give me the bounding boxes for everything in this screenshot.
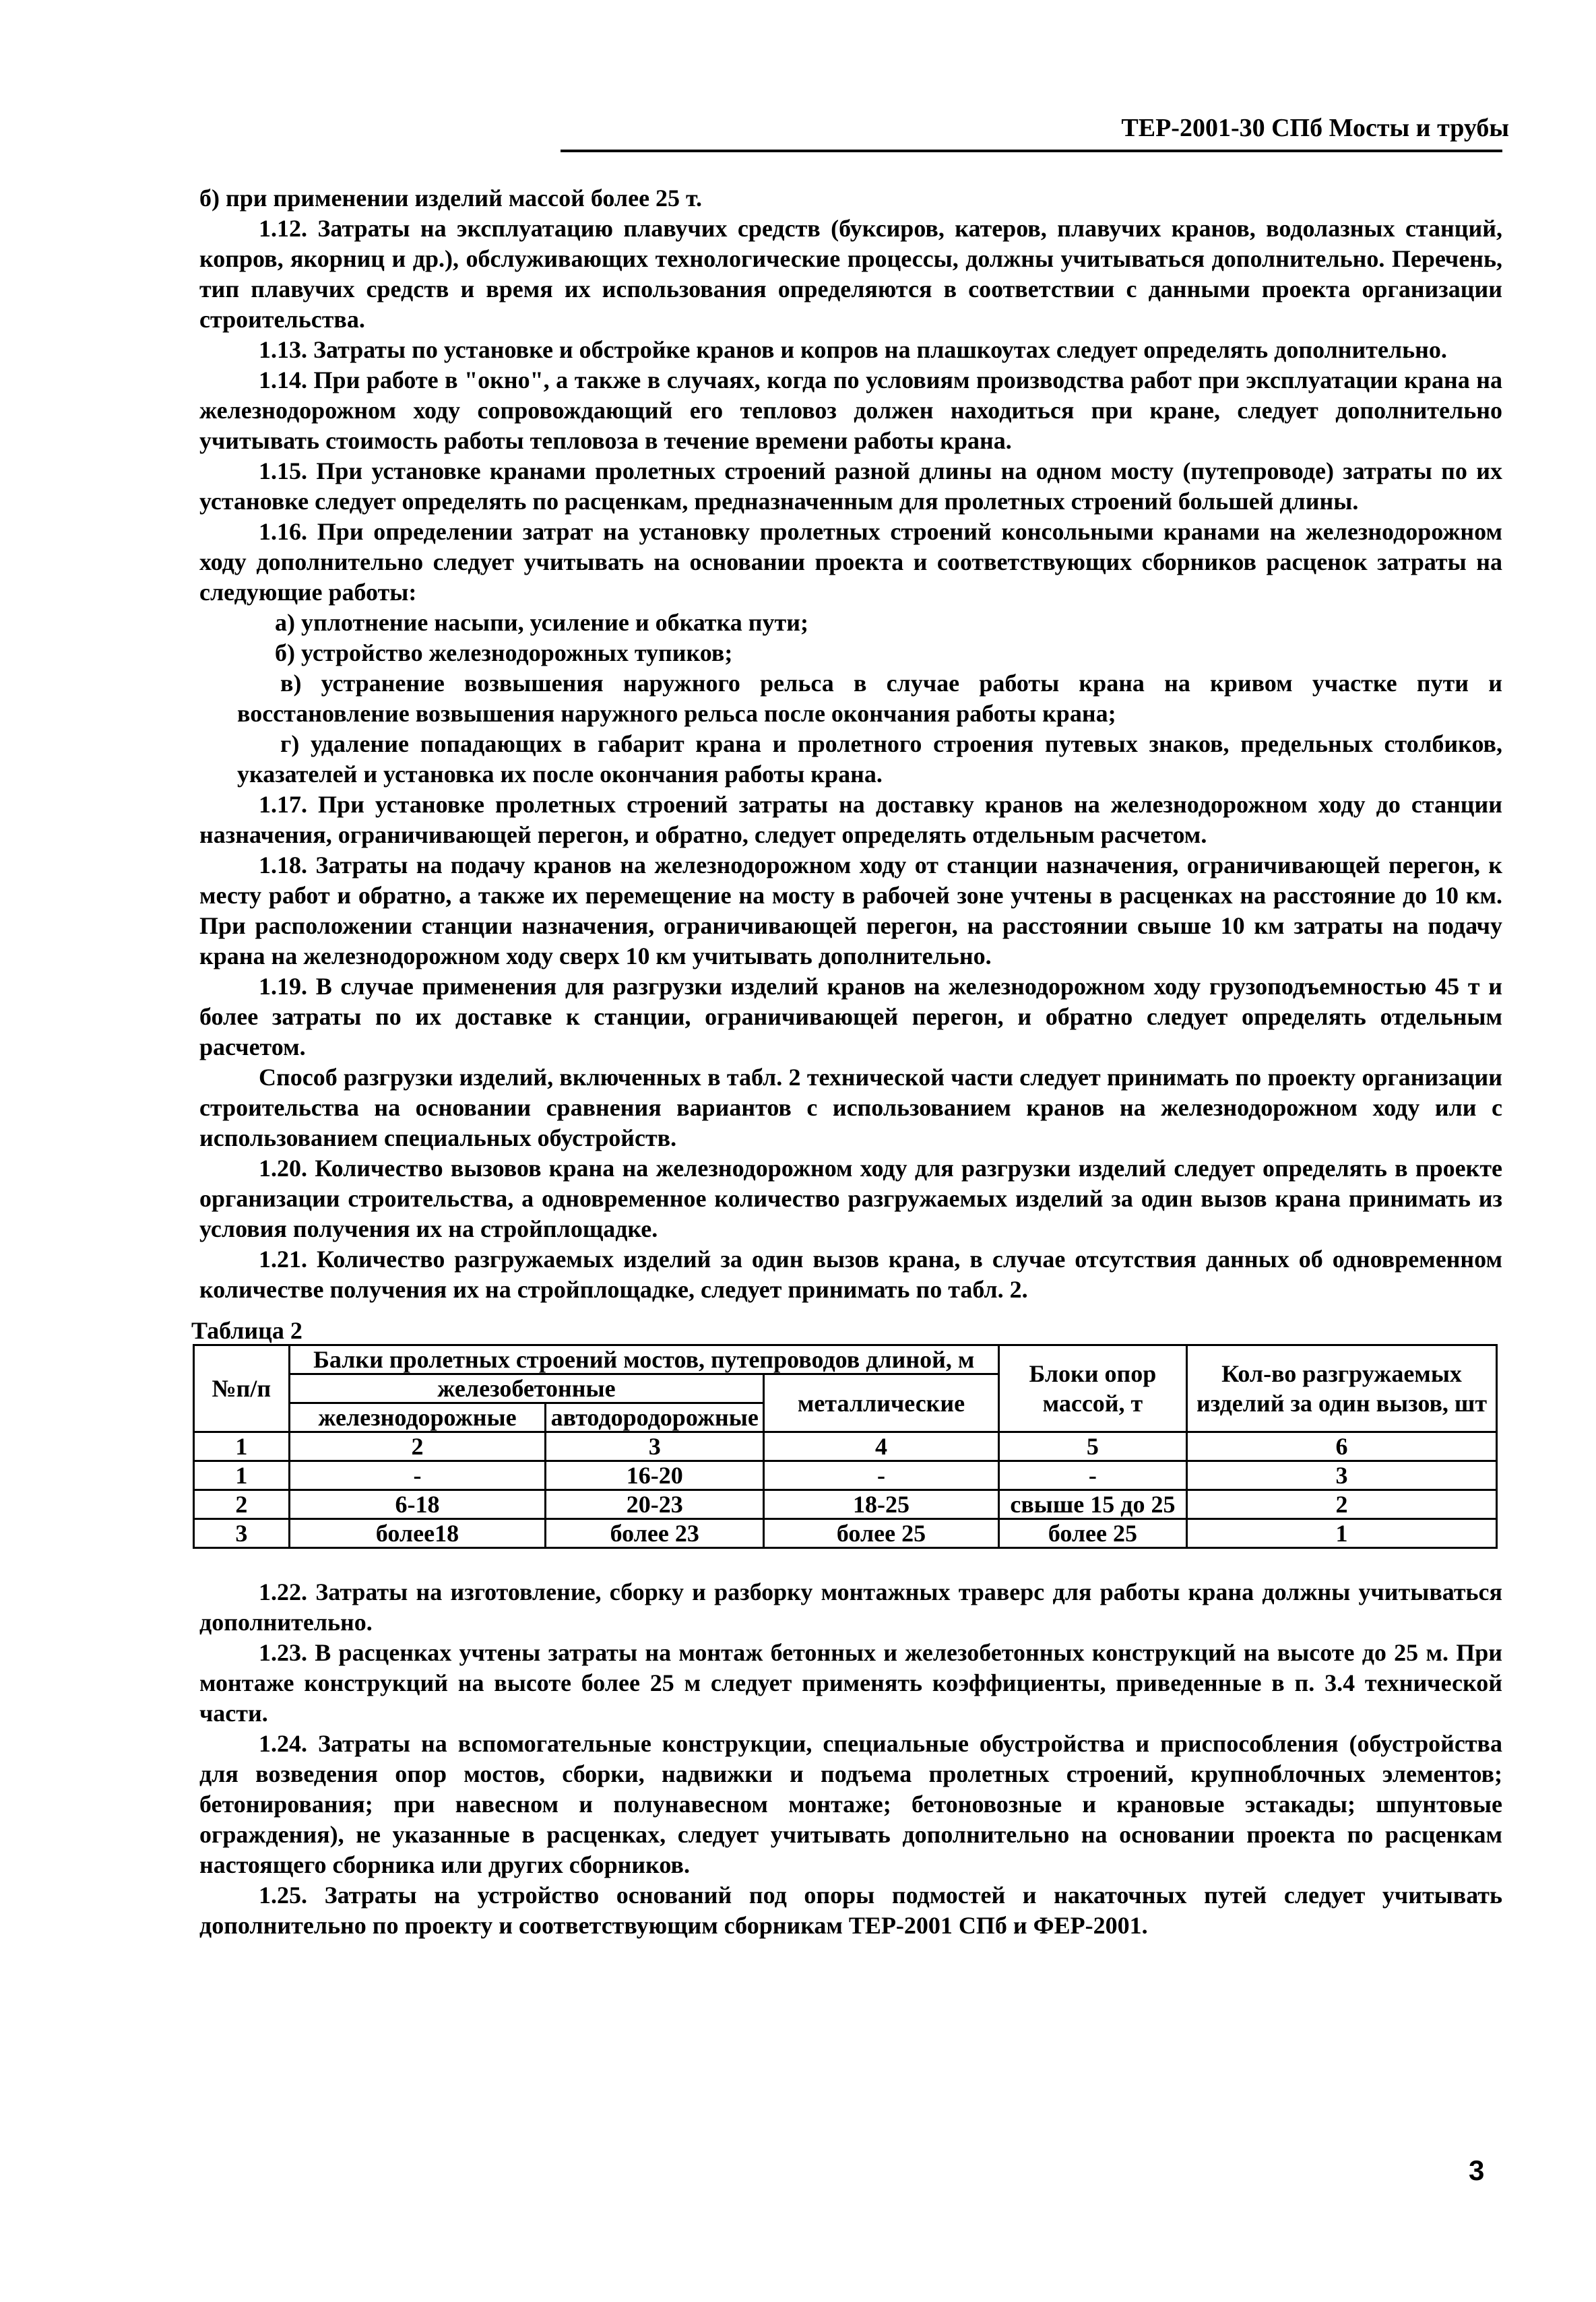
- paragraph-1-13: 1.13. Затраты по установке и обстройке кранов и копров на плашкоутах следует определять дополнительно.: [259, 336, 1447, 363]
- header-number: №п/п: [194, 1345, 290, 1432]
- paragraph-1-15: 1.15. При установке кранами пролетных строений разной длины на одном мосту (путепроводе) затраты по их установке следует определять по расценкам, предназначенным для пролетных строений большей длины.: [199, 457, 1502, 515]
- table-cell: 16-20: [546, 1461, 764, 1490]
- table-cell: 3: [1187, 1461, 1497, 1490]
- table-cell: более 25: [998, 1519, 1186, 1548]
- table-cell: 18-25: [764, 1490, 999, 1519]
- header-reinforced-concrete: железобетонные: [289, 1374, 764, 1403]
- table-cell: 1: [194, 1461, 290, 1490]
- page-header-title: ТЕР-2001-30 СПб Мосты и трубы: [1121, 114, 1509, 142]
- list-item-b: б) устройство железнодорожных тупиков;: [275, 639, 733, 666]
- paragraph-1-17: 1.17. При установке пролетных строений затраты на доставку кранов на железнодорожном ходу до станции назначения, ограничивающей перегон, и обратно, следует определять отдельным расчетом.: [199, 791, 1502, 848]
- paragraph-1-14: 1.14. При работе в "окно", а также в случаях, когда по условиям производства работ при эксплуатации крана на железнодорожном ходу сопровождающий его тепловоз должен находиться при кране, следует дополнительно учитывать стоимость работы тепловоза в течение времени работы крана.: [199, 366, 1502, 454]
- table-cell: 4: [764, 1432, 999, 1461]
- table-cell: свыше 15 до 25: [998, 1490, 1186, 1519]
- paragraph-1-24: 1.24. Затраты на вспомогательные конструкции, специальные обустройства и приспособления (обустройства для возведения опор мостов, сборки, надвижки и подъема пролетных строений, крупноблочных элементов; бетонирования; при навесном и полунавесном монтаже; бетоновозные и крановые эстакады; шпунтовые ограждения), не указанные в расценках, следует учитывать дополнительно на основании проекта по расценкам настоящего сборника или других сборников.: [199, 1730, 1502, 1878]
- paragraph-1-21: 1.21. Количество разгружаемых изделий за один вызов крана, в случае отсутствия данных об одновременном количестве получения их на стройплощадке, следует принимать по табл. 2.: [199, 1246, 1502, 1303]
- header-rule: [561, 150, 1502, 152]
- table-cell: -: [764, 1461, 999, 1490]
- table-cell: -: [998, 1461, 1186, 1490]
- table-cell: более18: [289, 1519, 546, 1548]
- table-caption: Таблица 2: [191, 1317, 302, 1344]
- table-cell: 2: [194, 1490, 290, 1519]
- paragraph-unloading-method: Способ разгрузки изделий, включенных в табл. 2 технической части следует принимать по проекту организации строительства на основании сравнения вариантов с использованием кранов на железнодорожном ходу или с использованием специальных обустройств.: [199, 1064, 1502, 1151]
- table-cell: 5: [998, 1432, 1186, 1461]
- paragraph-b: б) при применении изделий массой более 25 т.: [199, 185, 703, 212]
- table-row: [194, 1519, 1497, 1548]
- table-cell: 1: [194, 1432, 290, 1461]
- table-cell: более 23: [546, 1519, 764, 1548]
- list-item-g: г) удаление попадающих в габарит крана и пролетного строения путевых знаков, предельных столбиков, указателей и установка их после окончания работы крана.: [237, 730, 1502, 788]
- table-cell: 2: [289, 1432, 546, 1461]
- table-cell: 20-23: [546, 1490, 764, 1519]
- document-body: [191, 183, 1502, 1941]
- header-railway: железнодорожные: [289, 1403, 546, 1432]
- header-count: Кол-во разгружаемых изделий за один вызов, шт: [1187, 1345, 1497, 1432]
- table-2: [193, 1344, 1498, 1549]
- header-beams: Балки пролетных строений мостов, путепроводов длиной, м: [289, 1345, 998, 1374]
- table-row: [194, 1490, 1497, 1519]
- header-blocks: Блоки опор массой, т: [998, 1345, 1186, 1432]
- paragraph-1-19: 1.19. В случае применения для разгрузки изделий кранов на железнодорожном ходу грузоподъемностью 45 т и более затраты по их доставке к станции, ограничивающей перегон, и обратно следует определять отдельным расчетом.: [199, 973, 1502, 1060]
- page-number: 3: [1469, 2154, 1485, 2186]
- table-cell: 1: [1187, 1519, 1497, 1548]
- table-cell: 6-18: [289, 1490, 546, 1519]
- table-cell: -: [289, 1461, 546, 1490]
- table-cell: 6: [1187, 1432, 1497, 1461]
- paragraph-1-23: 1.23. В расценках учтены затраты на монтаж бетонных и железобетонных конструкций на высоте до 25 м. При монтаже конструкций на высоте более 25 м следует применять коэффициенты, приведенные в п. 3.4 технической части.: [199, 1639, 1502, 1727]
- header-road: автодородорожные: [546, 1403, 764, 1432]
- table-cell: 3: [546, 1432, 764, 1461]
- list-item-a: а) уплотнение насыпи, усиление и обкатка пути;: [275, 609, 808, 636]
- table-cell: 2: [1187, 1490, 1497, 1519]
- paragraph-1-25: 1.25. Затраты на устройство оснований под опоры подмостей и накаточных путей следует учитывать дополнительно по проекту и соответствующим сборникам ТЕР-2001 СПб и ФЕР-2001.: [199, 1882, 1502, 1939]
- paragraph-1-22: 1.22. Затраты на изготовление, сборку и разборку монтажных траверс для работы крана должны учитываться дополнительно.: [199, 1578, 1502, 1636]
- table-cell: более 25: [764, 1519, 999, 1548]
- header-metal: металлические: [764, 1374, 999, 1432]
- table-cell: 3: [194, 1519, 290, 1548]
- table-row: [194, 1461, 1497, 1490]
- paragraph-1-20: 1.20. Количество вызовов крана на железнодорожном ходу для разгрузки изделий следует определять в проекте организации строительства, а одновременное количество разгружаемых изделий за один вызов крана принимать из условия получения их на стройплощадке.: [199, 1155, 1502, 1242]
- paragraph-1-16: 1.16. При определении затрат на установку пролетных строений консольными кранами на железнодорожном ходу дополнительно следует учитывать на основании проекта и соответствующих сборников расценок затраты на следующие работы:: [199, 518, 1502, 606]
- list-item-v: в) устранение возвышения наружного рельса в случае работы крана на кривом участке пути и восстановление возвышения наружного рельса после окончания работы крана;: [237, 670, 1502, 727]
- paragraph-1-18: 1.18. Затраты на подачу кранов на железнодорожном ходу от станции назначения, ограничивающей перегон, к месту работ и обратно, а также их перемещение на мосту в рабочей зоне учтены в расценках на расстояние до 10 км. При расположении станции назначения, ограничивающей перегон, на расстоянии свыше 10 км затраты на подачу крана на железнодорожном ходу сверх 10 км учитывать дополнительно.: [199, 852, 1502, 969]
- table-column-numbers-row: [194, 1432, 1497, 1461]
- paragraph-1-12: 1.12. Затраты на эксплуатацию плавучих средств (буксиров, катеров, плавучих кранов, водолазных станций, копров, якорниц и др.), обслуживающих технологические процессы, должны учитываться дополнительно. Перечень, тип плавучих средств и время их использования определяются в соответствии с данными проекта организации строительства.: [199, 215, 1502, 333]
